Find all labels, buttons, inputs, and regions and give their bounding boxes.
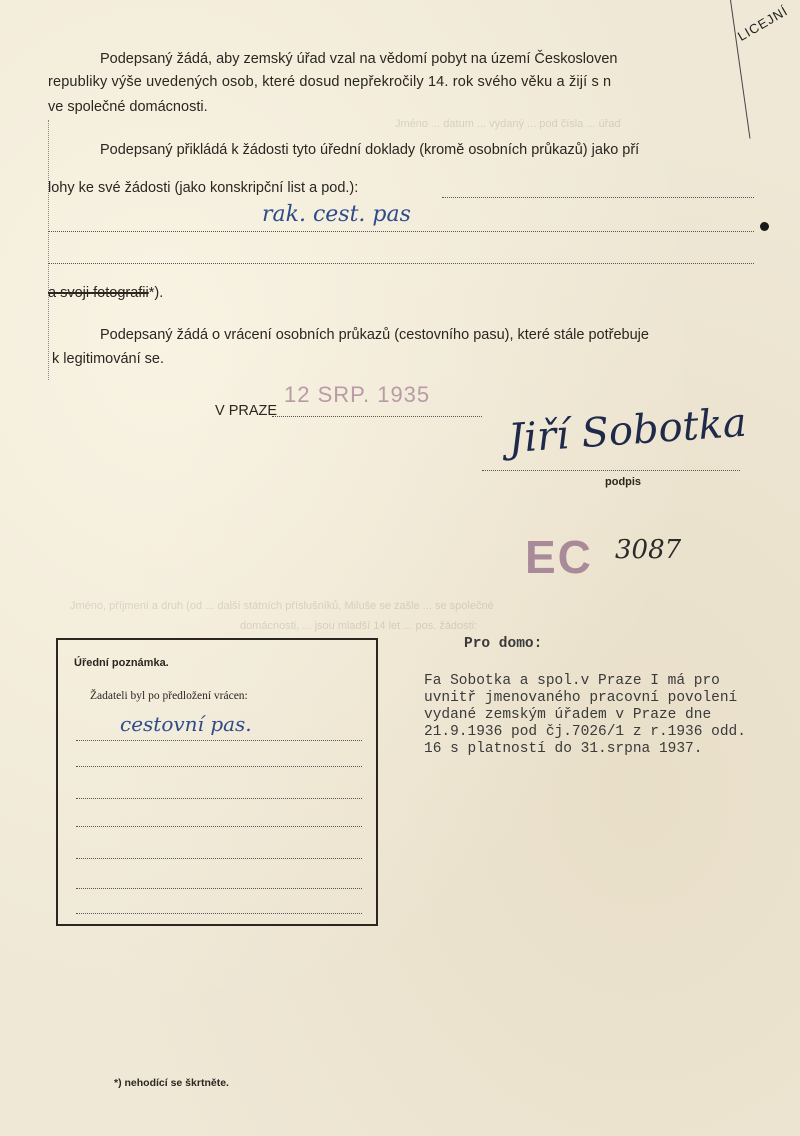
paragraph1-line3: ve společné domácnosti. [48,99,208,115]
footnote: *) nehodící se škrtněte. [114,1077,229,1089]
ec-stamp-letters: EC [525,531,593,583]
official-note-returned-label: Žadateli byl po předložení vrácen: [90,690,248,702]
paragraph1-line2: republiky výše uvedených osob, které dosud nepřekročily 14. rok svého věku a žijí s n [48,74,612,90]
note-line-3 [76,798,362,799]
signature-label: podpis [605,476,642,488]
note-line-7 [76,913,362,914]
attachments-line-1 [442,197,754,198]
pro-domo-line-5: 16 s platností do 31.srpna 1937. [424,741,703,757]
place-label: V PRAZE [215,403,278,419]
edge-dot [760,222,769,231]
note-line-4 [76,826,362,827]
signature-handwritten: Jiří Sobotka [506,399,749,463]
paragraph2-line1: Podepsaný přikládá k žádosti tyto úřední doklady (kromě osobních průkazů) jako pří [100,142,640,158]
edge-stamp: LICEJNÍ [734,3,791,44]
pro-domo-title: Pro domo: [464,636,543,652]
footnote-ref: *). [148,285,164,301]
attachments-handwritten: rak. cest. pas [262,202,411,227]
date-stamp: 12 SRP. 1935 [284,382,431,407]
pro-domo-line-3: vydané zemským úřadem v Praze dne [424,707,712,723]
paragraph1-line1: Podepsaný žádá, aby zemský úřad vzal na vědomí pobyt na území Českosloven [100,51,618,67]
pro-domo-line-1: Fa Sobotka a spol.v Praze I má pro [424,673,720,689]
official-note-returned-item: cestovní pas. [120,712,252,736]
note-line-5 [76,858,362,859]
note-line-6 [76,888,362,889]
official-note-box [56,638,378,926]
paragraph2-line2: lohy ke své žádosti (jako konskripční list a pod.): [48,180,359,196]
struck-photo-text: a svoji fotografii [48,285,149,301]
attachments-line-3 [48,263,754,264]
paragraph3-line2: k legitimování se. [52,351,165,367]
note-line-2 [76,766,362,767]
left-margin-mark [48,120,50,380]
note-line-1 [76,740,362,741]
paragraph3-line1: Podepsaný žádá o vrácení osobních průkazů (cestovního pasu), které stále potřebuje [100,327,649,343]
signature-line [482,470,740,471]
official-note-title: Úřední poznámka. [74,657,169,669]
attachments-line-2 [48,231,754,232]
edge-line [730,0,750,139]
ec-stamp-number: 3087 [615,535,682,565]
pro-domo-line-2: uvnitř jmenovaného pracovní povolení [424,690,738,706]
pro-domo-line-4: 21.9.1936 pod čj.7026/1 z r.1936 odd. [424,724,746,740]
place-date-line [272,416,482,417]
attachments-photo-line [48,285,163,301]
